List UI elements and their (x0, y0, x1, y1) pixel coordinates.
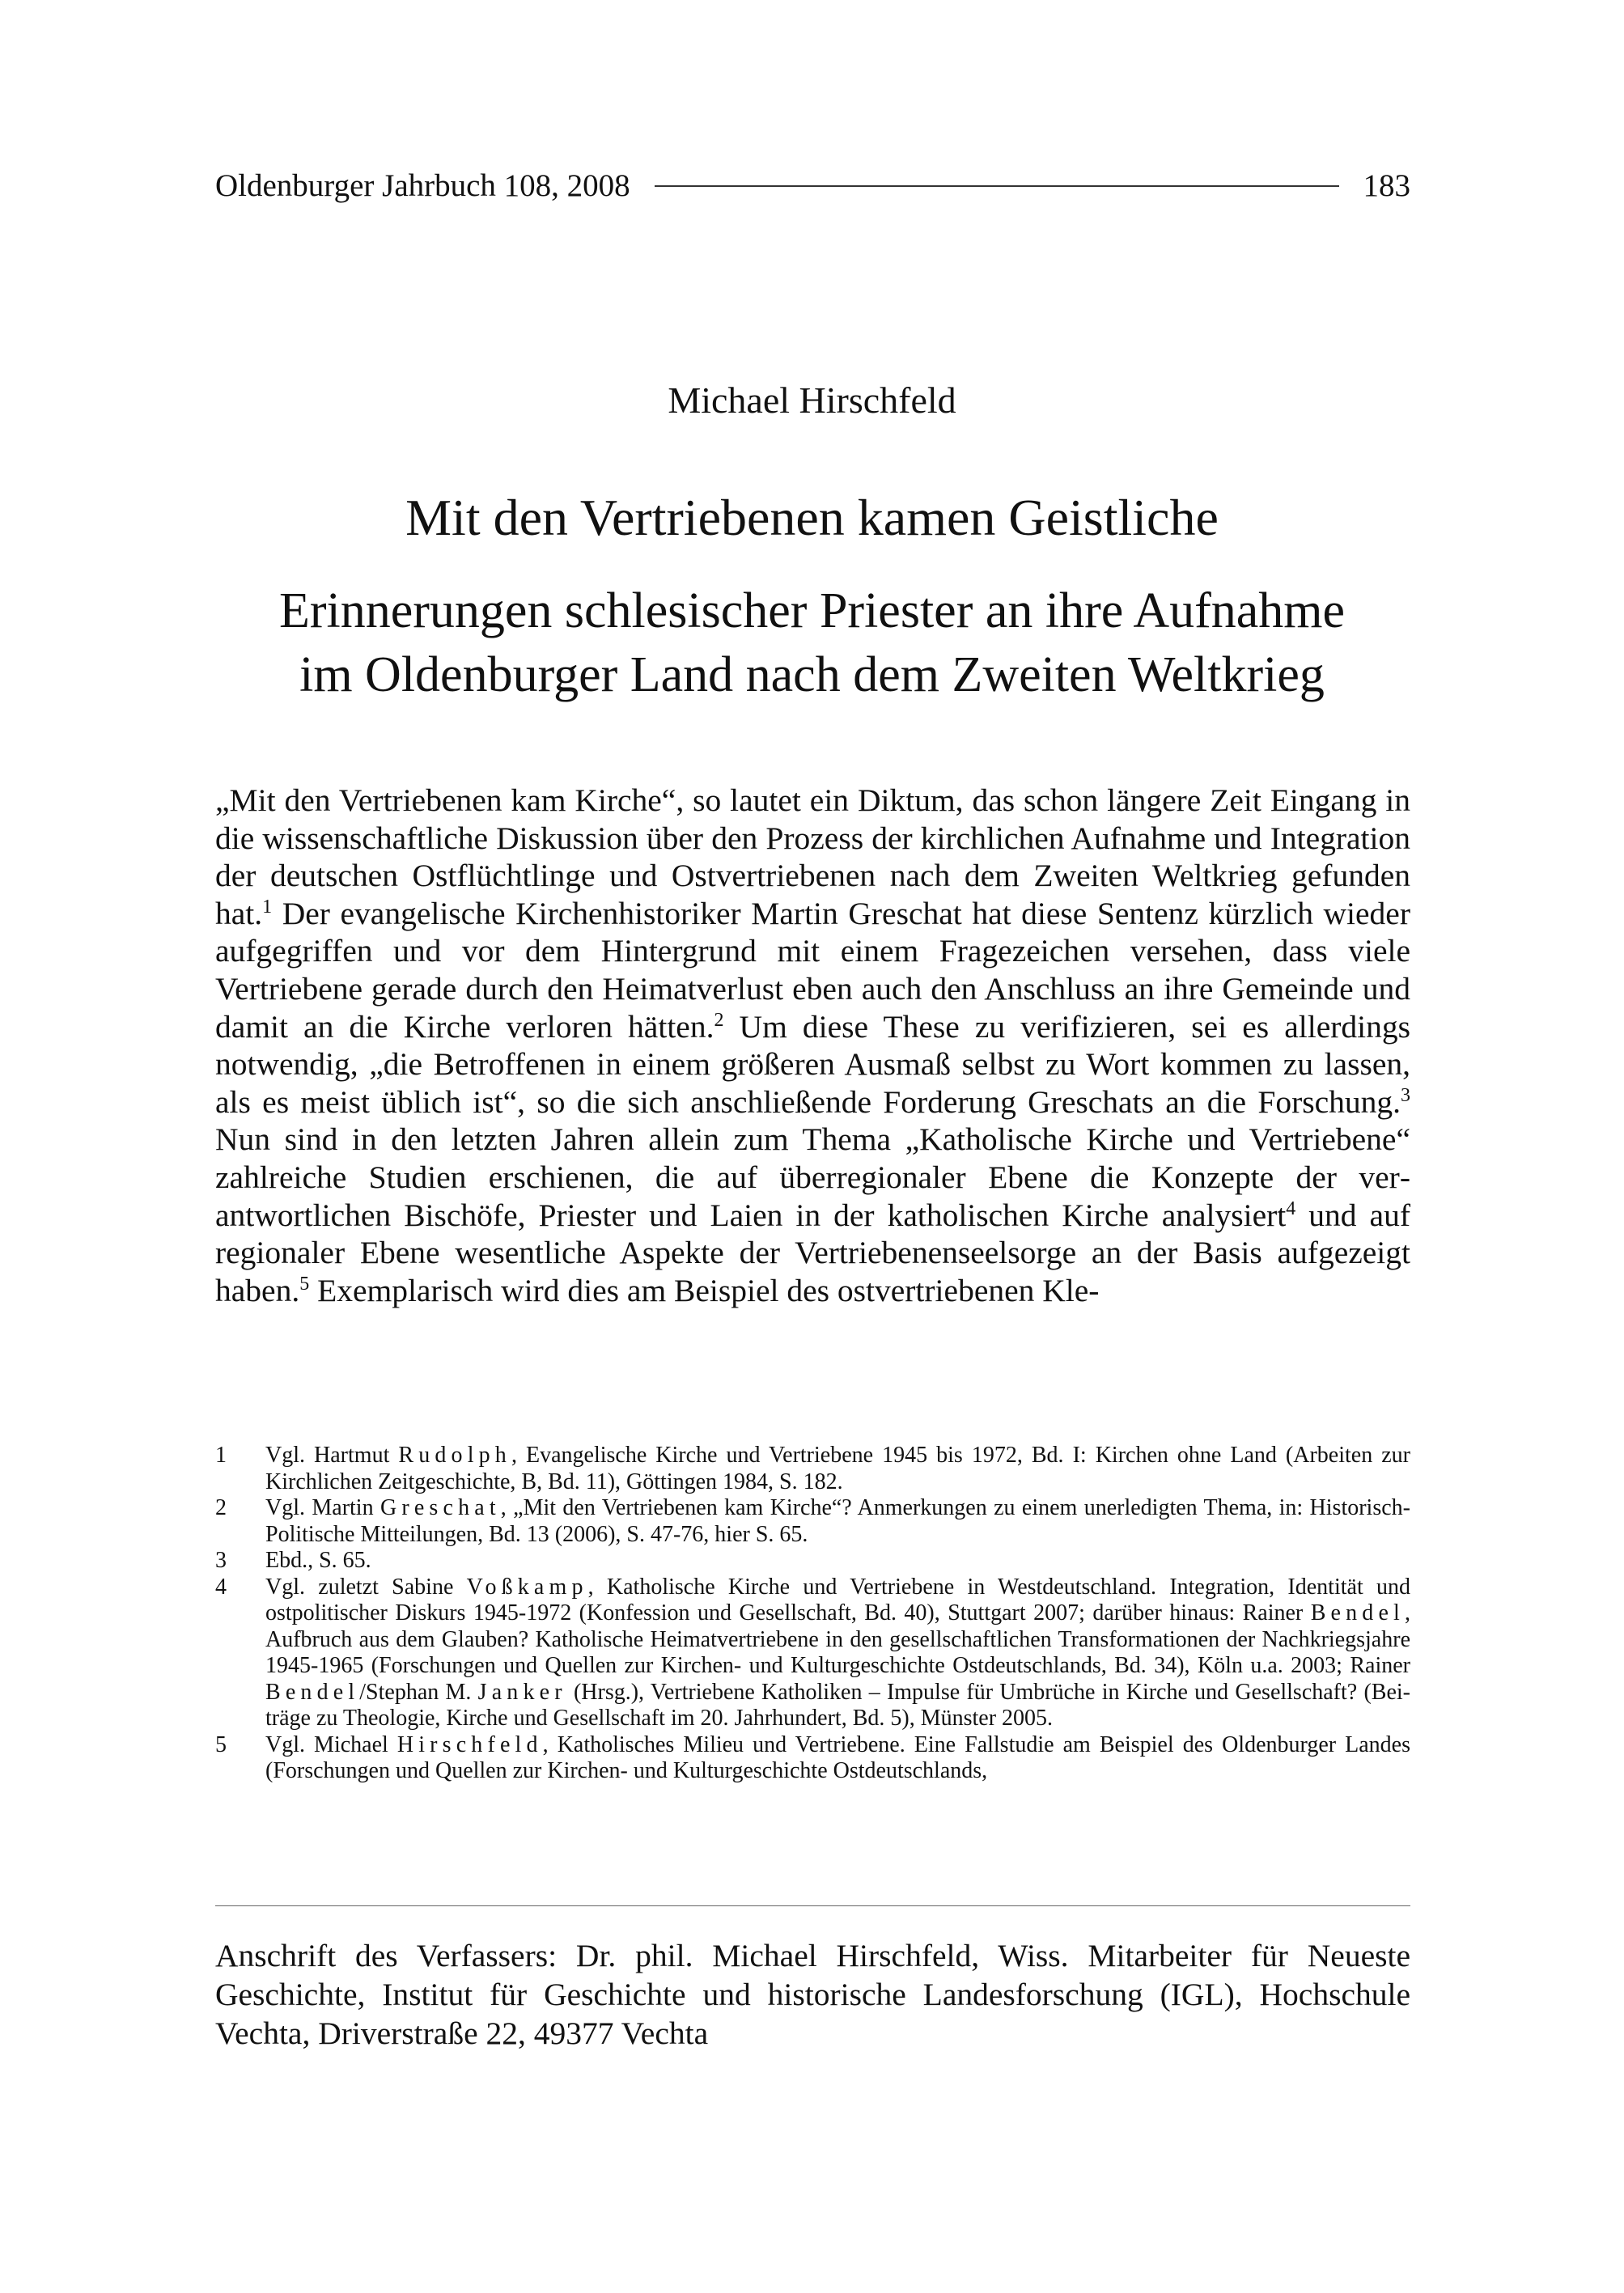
footnote-author-name: Janker (477, 1679, 567, 1705)
subtitle-line-1: Erinnerungen schlesischer Priester an ihre Aufnahme (278, 583, 1346, 638)
footnotes (215, 1443, 1410, 1785)
footnote-1 (215, 1443, 1410, 1495)
footnote-ref-3: 3 (1401, 1084, 1410, 1106)
author-address: Anschrift des Verfassers: Dr. phil. Michael Hirschfeld, Wiss. Mitarbeiter für Neueste Geschichte, Institut für Geschichte und historische Landesforschung (IGL), Hochschule Vechta, Driverstraße 22, 49377 Vechta (215, 1938, 1410, 2051)
footnote-text: Ebd., S. 65. (265, 1548, 371, 1573)
header-rule (655, 185, 1339, 187)
footnote-text-part: Vgl. Martin (265, 1495, 380, 1520)
footnote-text-part: , „Mit den Vertriebenen kam Kirche“? Anmerkungen zu einem unerledigten Thema, in: Historisch-Politische Mitteilungen, Bd. 13 (2006), S. 47-76, hier S. 65. (265, 1495, 1410, 1547)
footnote-text-part: , Aufbruch aus dem Glauben? Katholische Heimatvertriebene in den gesellschaftlichen Transformationen der Nachkriegsjahre 1945-1965 (Forschungen und Quellen zur Kirchen- und Kulturgeschichte Ostdeutschlands, Bd. 34), Köln u.a. 2003; Rainer (265, 1600, 1410, 1678)
footnote-text-part: , Katholische Kirche und Vertriebene in Westdeutschland. Integration, Identität und ostpolitischer Diskurs 1945-1972 (Konfession und Gesellschaft, Bd. 40), Stuttgart 2007; darüber hinaus: Rainer (265, 1574, 1411, 1625)
footnote-text-part: , Evangelische Kirche und Vertriebene 1945 bis 1972, Bd. I: Kirchen ohne Land (Arbeiten zur Kirchlichen Zeitgeschichte, B, Bd. 11), Göttingen 1984, S. 182. (265, 1443, 1410, 1494)
article-subtitle (0, 579, 1624, 707)
footnote-author-name: Bendel (1310, 1600, 1405, 1625)
footnote-text (265, 1732, 1410, 1785)
footnote-author-name: Bendel (265, 1679, 360, 1705)
body-text (215, 782, 1410, 1309)
footnote-text-part: (Hrsg.), Vertriebene Katholiken – Impulse für Umbrüche in Kirche und Gesellschaft? (Beiträge zu Theologie, Kirche und Gesellschaft im 20. Jahrhundert, Bd. 5), Münster 2005. (265, 1679, 1410, 1731)
footnote-text (265, 1443, 1410, 1495)
body-sentence: Nun sind in den letzten Jahren allein zum Thema „Katholische Kirche und Vertriebene“ zahlreiche Studien erschienen, die auf überregionaler Ebene die Konzepte der verantwortlichen Bischöfe, Priester und Laien in der katholischen Kirche analysiert (215, 1121, 1410, 1233)
body-paragraph (215, 782, 1410, 1309)
footnote-author-name: Rudolph (398, 1443, 511, 1468)
footnote-number: 3 (215, 1548, 227, 1573)
footnote-text (265, 1575, 1410, 1732)
footnote-author-name: Greschat (379, 1495, 501, 1520)
footnote-author-name: Voßkamp (466, 1574, 588, 1600)
footnote-text-part: /Stephan M. (359, 1679, 478, 1705)
body-sentence: Exemplarisch wird dies am Beispiel des ostvertriebenen Kle- (309, 1272, 1100, 1308)
body-sentence: und auf regionaler Ebene wesentliche Aspekte der Vertriebenenseelsorge an der Basis aufgezeigt haben. (215, 1197, 1410, 1308)
footnote-2 (215, 1495, 1410, 1548)
footnote-number: 1 (215, 1443, 227, 1468)
footnote-5 (215, 1732, 1410, 1785)
running-header (215, 167, 1410, 206)
footnote-text-part: Vgl. zuletzt Sabine (265, 1574, 467, 1600)
journal-name: Oldenburger Jahrbuch 108, 2008 (215, 168, 630, 203)
body-sentence: Um diese These zu verifizieren, sei es allerdings notwendig, „die Betroffenen in einem größeren Ausmaß selbst zu Wort kommen zu lassen, als es meist üblich ist“, so die sich anschließende Forderung Greschats an die Forschung. (215, 1008, 1410, 1120)
footnote-4 (215, 1575, 1410, 1732)
footnote-number: 5 (215, 1731, 227, 1757)
footnote-text-part: , Katholisches Milieu und Vertriebene. Eine Fallstudie am Beispiel des Oldenburger Landes (Forschungen und Quellen zur Kirchen- und Kulturgeschichte Ostdeutschlands, (265, 1731, 1410, 1783)
body-sentence: Der evangelische Kirchenhistoriker Martin Greschat hat diese Sentenz kürzlich wieder aufgegriffen und vor dem Hintergrund mit einem Fragezeichen versehen, dass viele Vertriebene gerade durch den Heimatverlust eben auch den Anschluss an ihre Gemeinde und damit an die Kirche verloren hätten. (215, 895, 1410, 1045)
subtitle-line-2: im Oldenburger Land nach dem Zweiten Weltkrieg (299, 647, 1325, 702)
footnote-number: 4 (215, 1574, 227, 1600)
footnote-number: 2 (215, 1495, 227, 1520)
article-title: Mit den Vertriebenen kamen Geistliche (405, 489, 1219, 546)
footnote-text-part: Vgl. Michael (265, 1731, 397, 1757)
footnote-text-part: Vgl. Hartmut (265, 1443, 399, 1468)
footnote-ref-1: 1 (262, 896, 273, 918)
article-author: Michael Hirschfeld (668, 379, 956, 421)
footnote-3 (215, 1548, 1410, 1575)
footnote-ref-2: 2 (714, 1009, 724, 1031)
footnote-ref-4: 4 (1286, 1197, 1296, 1219)
address-divider (215, 1905, 1410, 1906)
body-sentence: „Mit den Vertriebenen kam Kirche“, so lautet ein Diktum, das schon längere Zeit Eingang in die wissenschaftliche Diskussion über den Prozess der kirchlichen Aufnahme und Integration der deutschen Ostflüchtlinge und Ostvertriebenen nach dem Zweiten Weltkrieg gefunden hat. (215, 782, 1410, 931)
footnote-ref-5: 5 (299, 1273, 310, 1295)
footnote-author-name: Hirschfeld (396, 1731, 543, 1757)
footnote-text (265, 1495, 1410, 1548)
page-number: 183 (1363, 168, 1410, 203)
